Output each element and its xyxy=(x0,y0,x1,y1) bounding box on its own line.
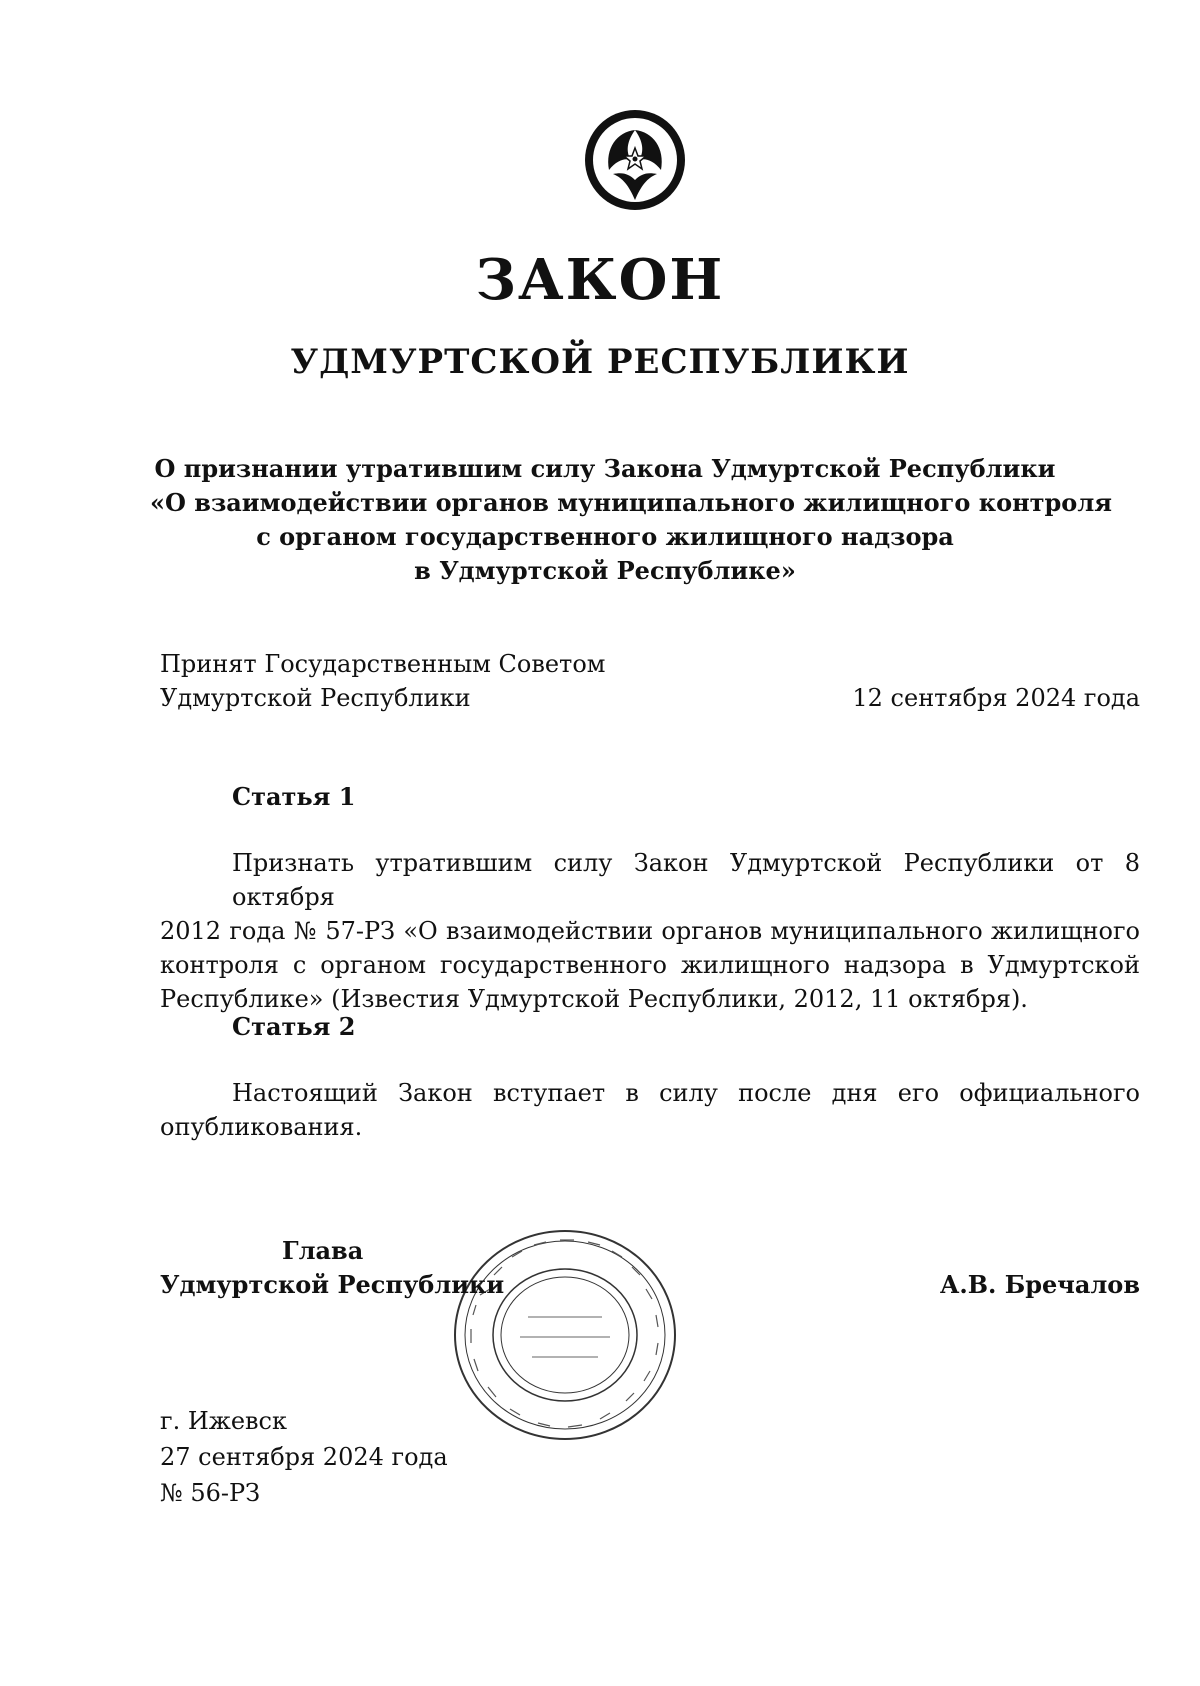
udmurtia-coat-of-arms-icon xyxy=(583,108,687,212)
article-1-line: Признать утратившим силу Закон Удмуртской Республики от 8 октября xyxy=(232,849,1140,911)
article-2-line: Настоящий Закон вступает в силу после дня его официального xyxy=(232,1079,1140,1107)
article-1-line: 2012 года № 57-РЗ «О взаимодействии органов муниципального жилищного xyxy=(160,917,1140,945)
adopted-by-line: Принят Государственным Советом xyxy=(160,650,606,678)
signatory-name: А.В. Бречалов xyxy=(939,1270,1140,1299)
adopted-by-line: Удмуртской Республики xyxy=(160,684,471,712)
subject-line: в Удмуртской Республике» xyxy=(414,556,796,585)
signatory-post-line: Глава xyxy=(282,1236,364,1265)
document-subtitle: УДМУРТСКОЙ РЕСПУБЛИКИ xyxy=(290,342,910,382)
article-1-line: контроля с органом государственного жилищного надзора в Удмуртской xyxy=(160,951,1140,979)
signing-date: 27 сентября 2024 года xyxy=(160,1443,448,1471)
article-2-heading: Статья 2 xyxy=(232,1012,356,1041)
adopted-date: 12 сентября 2024 года xyxy=(852,684,1140,712)
subject-line: О признании утратившим силу Закона Удмуртской Республики xyxy=(154,454,1056,483)
article-2-line: опубликования. xyxy=(160,1113,363,1141)
adopted-by xyxy=(160,647,605,715)
law-subject xyxy=(150,452,1112,588)
signatory-post xyxy=(160,1234,504,1302)
subject-line: с органом государственного жилищного надзора xyxy=(256,522,954,551)
document-title: ЗАКОН xyxy=(475,247,725,313)
article-1-heading: Статья 1 xyxy=(232,782,356,811)
law-number: № 56-РЗ xyxy=(160,1479,261,1507)
article-1-line: Республике» (Известия Удмуртской Республики, 2012, 11 октября). xyxy=(160,985,1028,1013)
signatory-post-line: Удмуртской Республики xyxy=(160,1270,505,1299)
article-1-text xyxy=(160,846,1140,1016)
signing-place: г. Ижевск xyxy=(160,1407,287,1435)
article-2-text xyxy=(160,1076,1140,1144)
subject-line: «О взаимодействии органов муниципального жилищного контроля xyxy=(150,488,1112,517)
signing-details xyxy=(160,1403,448,1511)
